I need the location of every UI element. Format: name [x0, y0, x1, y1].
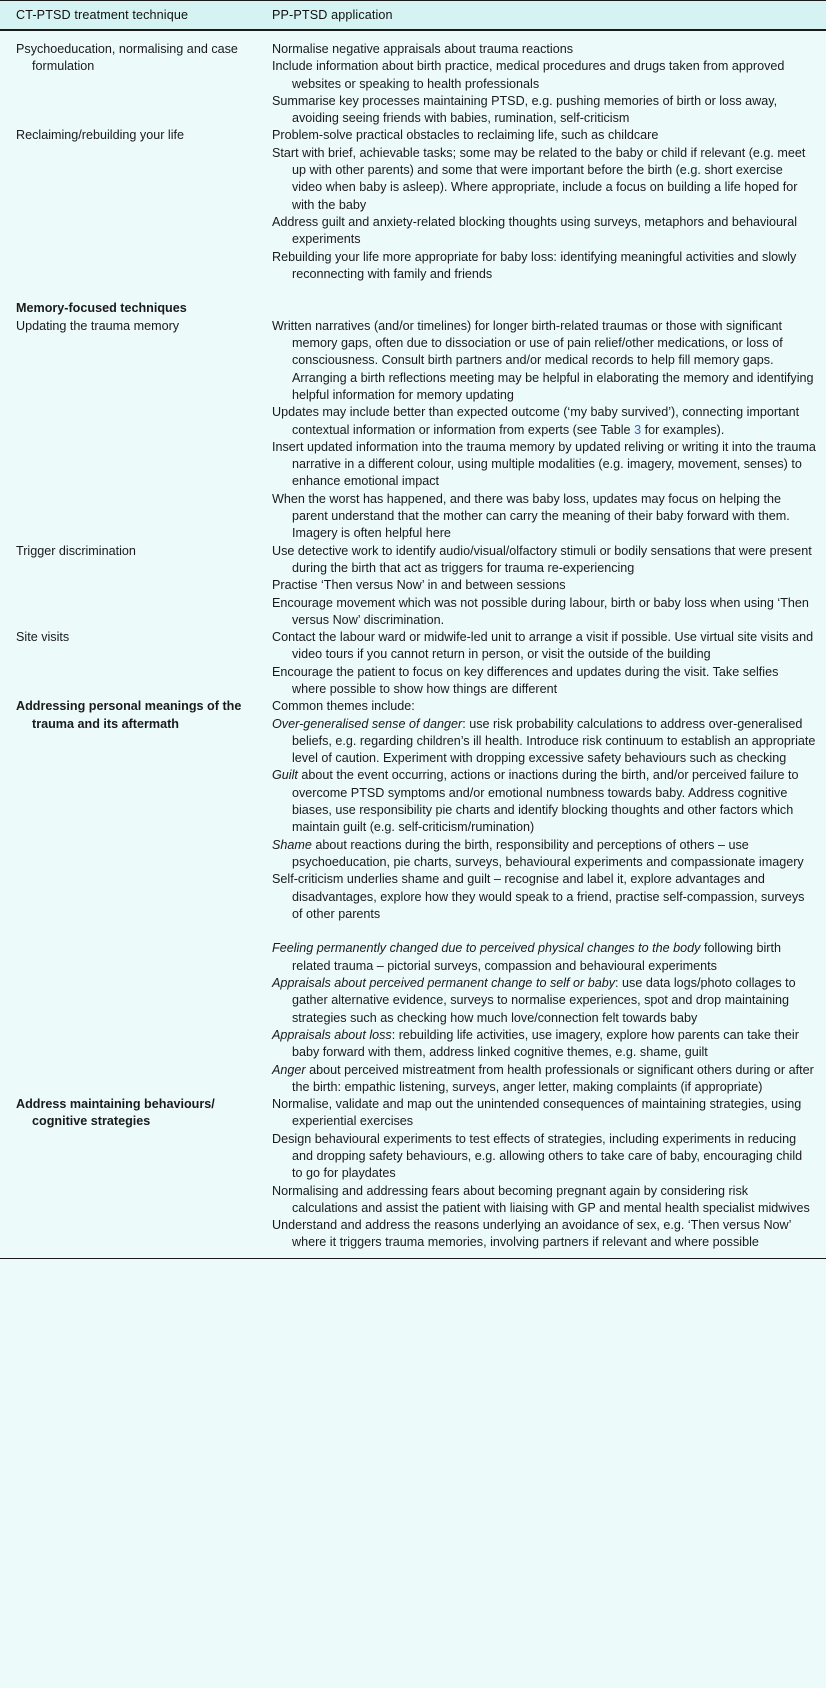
application-paragraph: Updates may include better than expected outcome (‘my baby survived’), connecting important contextual information or information from experts (see Table 3 for examples).	[272, 405, 800, 437]
application-paragraph: Rebuilding your life more appropriate for baby loss: identifying meaningful activities and slowly reconnecting with family and friends	[272, 249, 797, 281]
table-body	[0, 31, 826, 1259]
cell-technique	[0, 318, 272, 335]
cell-technique	[0, 41, 272, 76]
application-paragraph: Understand and address the reasons underlying an avoidance of sex, e.g. ‘Then versus Now’ where it triggers trauma memories, involving partners if relevant and where possible	[272, 1218, 791, 1250]
header-cell-application	[272, 6, 826, 24]
cell-technique	[0, 629, 272, 646]
italic-lead-in: Feeling permanently changed due to perceived physical changes to the body	[272, 941, 701, 956]
application-paragraph: When the worst has happened, and there was baby loss, updates may focus on helping the parent understand that the mother can carry the meaning of their baby forward with them. Imagery is often helpful here	[272, 491, 790, 541]
cell-application	[272, 41, 826, 127]
application-paragraph: Anger about perceived mistreatment from health professionals or significant others during or after the birth: empathic listening, surveys, anger letter, making complaints (if appropriate)	[272, 1062, 814, 1094]
italic-lead-in: Guilt	[272, 768, 298, 783]
technique-label: Address maintaining behaviours/ cognitive strategies	[16, 1097, 215, 1129]
italic-lead-in: Appraisals about loss	[272, 1027, 392, 1042]
application-paragraph: Contact the labour ward or midwife-led unit to arrange a visit if possible. Use virtual site visits and video tours if you cannot return in person, or visit the outside of the building	[272, 630, 814, 662]
technique-label: Reclaiming/rebuilding your life	[16, 128, 184, 143]
technique-label: Psychoeducation, normalising and case formulation	[16, 42, 238, 74]
table-row	[0, 629, 826, 698]
italic-lead-in: Anger	[272, 1062, 306, 1077]
application-paragraph: Use detective work to identify audio/visual/olfactory stimuli or bodily sensations that were present during the birth that act as triggers for trauma re-experiencing	[272, 543, 812, 575]
technique-label: Updating the trauma memory	[16, 318, 180, 333]
cell-application	[272, 318, 826, 543]
header-label-ct-ptsd: CT-PTSD treatment technique	[16, 7, 189, 22]
cell-application	[272, 629, 826, 698]
application-paragraph: Normalise negative appraisals about trauma reactions	[272, 42, 574, 56]
application-paragraph: Problem-solve practical obstacles to reclaiming life, such as childcare	[272, 128, 659, 143]
application-paragraph: Shame about reactions during the birth, responsibility and perceptions of others – use psychoeducation, pie charts, surveys, behavioural experiments and compassionate imagery	[272, 837, 804, 869]
table-row	[0, 1096, 826, 1252]
table-row	[0, 698, 826, 1096]
cell-technique	[0, 1096, 272, 1131]
cell-application	[272, 543, 826, 629]
cell-application	[272, 127, 826, 283]
cell-technique	[0, 300, 272, 317]
table-row	[0, 127, 826, 283]
application-paragraph: Written narratives (and/or timelines) for longer birth-related traumas or those with significant memory gaps, often due to dissociation or use of pain relief/other medications, or loss of consciousness. Consult birth partners and/or medical records to help fill memory gaps. Arranging a birth reflections meeting may be helpful in elaborating the memory and identifying helpful information for memory updating	[272, 318, 814, 402]
application-paragraph: Start with brief, achievable tasks; some may be related to the baby or child if relevant (e.g. meet up with other parents) and some that were important before the birth (e.g. short exercise video when baby is asleep). Where appropriate, include a focus on building a life hoped for with the baby	[272, 145, 806, 212]
table-reference-link: 3	[634, 422, 642, 437]
table-header-row	[0, 0, 826, 31]
table-row	[0, 318, 826, 543]
cell-technique	[0, 127, 272, 144]
application-paragraph: Appraisals about loss: rebuilding life activities, use imagery, explore how parents can take their baby forward with them, address linked cognitive themes, e.g. shame, guilt	[272, 1027, 799, 1060]
application-paragraph: Practise ‘Then versus Now’ in and between sessions	[272, 578, 566, 593]
application-paragraph: Address guilt and anxiety-related blocking thoughts using surveys, metaphors and behavioural experiments	[272, 214, 798, 247]
table-row	[0, 41, 826, 127]
cell-technique	[0, 543, 272, 560]
paragraph-spacer	[272, 923, 816, 940]
italic-lead-in: Over-generalised sense of danger	[272, 716, 463, 731]
application-paragraph: Feeling permanently changed due to perceived physical changes to the body following birth related trauma – pictorial surveys, compassion and behavioural experiments	[272, 941, 781, 973]
cell-application	[272, 1096, 826, 1252]
header-cell-technique	[0, 6, 272, 24]
italic-lead-in: Shame	[272, 837, 312, 852]
technique-label: Memory-focused techniques	[16, 301, 187, 316]
header-label-pp-ptsd: PP-PTSD application	[272, 7, 393, 22]
application-paragraph: Appraisals about perceived permanent change to self or baby: use data logs/photo collages to gather alternative evidence, surveys to normalise experiences, spot and drop maintaining strategies such as checking how much love/connection felt towards baby	[272, 976, 796, 1025]
cell-technique	[0, 698, 272, 733]
technique-label: Trigger discrimination	[16, 543, 136, 558]
application-paragraph: Design behavioural experiments to test effects of strategies, including experiments in reducing and dropping safety behaviours, e.g. allowing others to take care of baby, encouraging child to go for playdates	[272, 1131, 803, 1181]
application-paragraph: Guilt about the event occurring, actions or inactions during the birth, and/or perceived failure to overcome PTSD symptoms and/or emotional numbness towards baby. Address cognitive biases, use responsibility pie charts and identify blocking thoughts and other factors which maintain guilt (e.g. self-criticism/rumination)	[272, 768, 799, 835]
application-paragraph: Include information about birth practice, medical procedures and drugs taken from approved websites or speaking to health professionals	[272, 59, 785, 91]
application-paragraph: Encourage the patient to focus on key differences and updates during the visit. Take selfies where possible to show how things are different	[272, 664, 779, 696]
italic-lead-in: Appraisals about perceived permanent change to self or baby	[272, 976, 616, 991]
table-row	[0, 543, 826, 629]
cell-application	[272, 698, 826, 1096]
technique-label: Addressing personal meanings of the trauma and its aftermath	[16, 699, 242, 731]
application-paragraph: Normalise, validate and map out the unintended consequences of maintaining strategies, using experiential exercises	[272, 1097, 802, 1129]
row-spacer	[0, 283, 826, 300]
application-paragraph: Encourage movement which was not possible during labour, birth or baby loss when using ‘Then versus Now’ discrimination.	[272, 595, 809, 627]
application-paragraph: Summarise key processes maintaining PTSD, e.g. pushing memories of birth or loss away, avoiding seeing friends with babies, rumination, self-criticism	[272, 93, 778, 126]
application-paragraph: Insert updated information into the trauma memory by updated reliving or writing it into the trauma narrative in a different colour, using multiple modalities (e.g. imagery, movement, senses) to enhance emotional impact	[272, 439, 816, 489]
application-paragraph: Over-generalised sense of danger: use risk probability calculations to address over-generalised beliefs, e.g. regarding children’s ill health. Introduce risk continuum to establish an appropriate level of caution. Experiment with dropping excessive safety behaviours such as checking	[272, 716, 816, 766]
application-paragraph: Common themes include:	[272, 699, 415, 714]
application-paragraph: Normalising and addressing fears about becoming pregnant again by considering risk calculations and assist the patient with liaising with GP and mental health specialist midwives	[272, 1183, 810, 1215]
application-paragraph: Self-criticism underlies shame and guilt – recognise and label it, explore advantages and disadvantages, explore how they would speak to a friend, practise self-compassion, surveys of other parents	[272, 872, 805, 921]
technique-label: Site visits	[16, 630, 70, 645]
table-row	[0, 300, 826, 317]
